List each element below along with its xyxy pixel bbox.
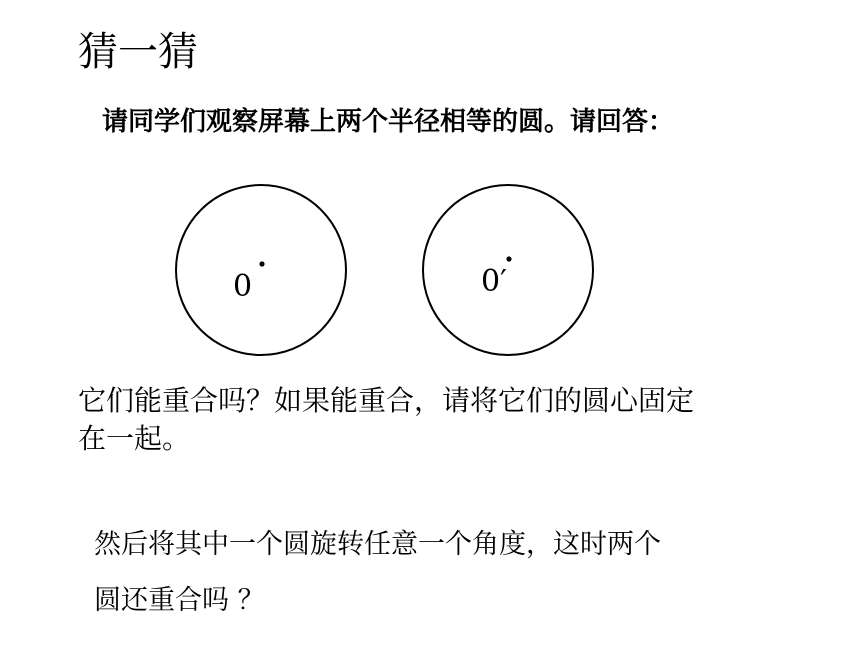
question-coincide-line1: 它们能重合吗？如果能重合，请将它们的圆心固定: [78, 384, 695, 417]
left-center-dot: [259, 261, 264, 266]
left-center-label: 0: [233, 269, 253, 304]
question-coincide-line2: 在一起。: [78, 422, 191, 455]
question-coincide: [78, 382, 823, 458]
question-rotate: [94, 517, 824, 629]
right-center-dot: [506, 256, 511, 261]
slide-title: 猜一猜: [78, 29, 198, 75]
left-circle: [176, 185, 346, 355]
right-circle: [423, 185, 593, 355]
question-rotate-line1: 然后将其中一个圆旋转任意一个角度，这时两个: [94, 529, 661, 560]
right-center-label: 0′: [481, 264, 507, 299]
question-rotate-line2: 圆还重合吗 ？: [94, 585, 265, 616]
intro-text: 请同学们观察屏幕上两个半径相等的圆。请回答：: [102, 107, 675, 137]
